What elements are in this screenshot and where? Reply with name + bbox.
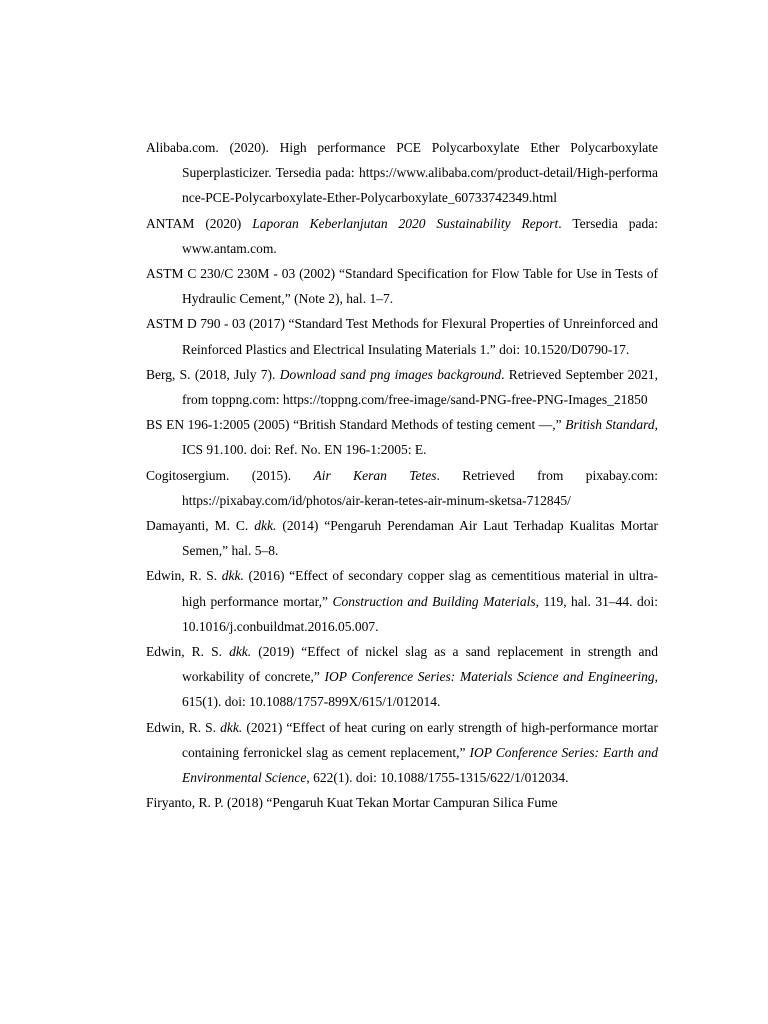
reference-text: Berg, S. (2018, July 7). [146, 366, 280, 382]
reference-text: ASTM C 230/C 230M - 03 (2002) “Standard Specification for Flow Table for Use in Tests of Hydraulic Cement,” (Note 2), hal. 1–7. [146, 266, 658, 307]
reference-italic-title: Download sand png images background [279, 366, 502, 382]
reference-italic-title: IOP Conference Series: Earth and Environmental Science [182, 744, 658, 786]
reference-entry [146, 362, 658, 412]
reference-italic-title: IOP Conference Series: Materials Science and Engineering [324, 669, 655, 685]
reference-text: , 622(1). doi: 10.1088/1755-1315/622/1/012034. [306, 770, 569, 786]
reference-text: Firyanto, R. P. (2018) “Pengaruh Kuat Tekan Mortar Campuran Silica Fume [146, 795, 558, 811]
reference-entry [146, 412, 658, 462]
reference-text: ASTM D 790 - 03 (2017) “Standard Test Methods for Flexural Properties of Unreinforced and Reinforced Plastics and Electrical Insulating Materials 1.” doi: 10.1520/D0790-17. [146, 316, 658, 357]
reference-italic-title: dkk. [254, 518, 277, 534]
reference-entry [146, 261, 658, 311]
reference-entry [146, 311, 658, 361]
reference-entry [146, 639, 658, 715]
reference-text: BS EN 196-1:2005 (2005) “British Standard Methods of testing cement —,” [146, 417, 566, 433]
reference-italic-title: dkk. [229, 644, 252, 660]
reference-text: . Tersedia pada: www.antam.com. [182, 215, 658, 256]
reference-italic-title: Laporan Keberlanjutan 2020 Sustainability Report [252, 215, 559, 231]
reference-text: (2016) “Effect of secondary copper slag as cementitious material in ultra-high performance mortar,” [182, 568, 658, 609]
reference-entry [146, 513, 658, 563]
reference-entry [146, 463, 658, 513]
reference-italic-title: British Standard [565, 417, 655, 433]
reference-entry [146, 790, 658, 815]
reference-url: https://www.alibaba.com/product-detail/High-performance-PCE-Polycarboxylate-Ether-Polycarboxylate_60733742349.html [182, 165, 658, 206]
reference-text: . Retrieved September 2021, from toppng.com: https://toppng.com/free-image/sand-PNG-free-PNG-Images_21850 [182, 366, 658, 408]
reference-text: , 119, hal. 31–44. doi: 10.1016/j.conbuildmat.2016.05.007. [182, 593, 658, 634]
reference-text: (2014) “Pengaruh Perendaman Air Laut Terhadap Kualitas Mortar Semen,” hal. 5–8. [182, 518, 658, 559]
reference-entry [146, 715, 658, 791]
reference-entry [146, 211, 658, 261]
reference-entry [146, 135, 658, 211]
reference-text: , ICS 91.100. doi: Ref. No. EN 196-1:2005: E. [182, 417, 658, 458]
reference-text: (2021) “Effect of heat curing on early strength of high-performance mortar containing ferronickel slag as cement replacement,” [182, 719, 658, 760]
reference-italic-title: dkk. [220, 719, 243, 735]
reference-entry [146, 563, 658, 639]
reference-italic-title: Construction and Building Materials [332, 593, 536, 609]
reference-text: Damayanti, M. C. [146, 518, 255, 534]
reference-text: Edwin, R. S. [146, 644, 230, 660]
reference-text: . Retrieved from pixabay.com: https://pixabay.com/id/photos/air-keran-tetes-air-minum-sketsa-712845/ [182, 467, 659, 508]
reference-text: Alibaba.com. (2020). High performance PCE Polycarboxylate Ether Polycarboxylate Superplasticizer. Tersedia pada: [146, 140, 658, 181]
reference-list [146, 135, 658, 815]
reference-text: Cogitosergium. (2015). [146, 467, 314, 483]
reference-text: Edwin, R. S. [146, 568, 222, 584]
reference-italic-title: dkk. [221, 568, 244, 584]
reference-text: (2019) “Effect of nickel slag as a sand replacement in strength and workability of concrete,” [182, 644, 658, 685]
reference-text: Edwin, R. S. [146, 719, 221, 735]
reference-text: ANTAM (2020) [146, 215, 253, 231]
reference-text: , 615(1). doi: 10.1088/1757-899X/615/1/012014. [182, 669, 658, 710]
reference-italic-title: Air Keran Tetes [313, 467, 437, 483]
